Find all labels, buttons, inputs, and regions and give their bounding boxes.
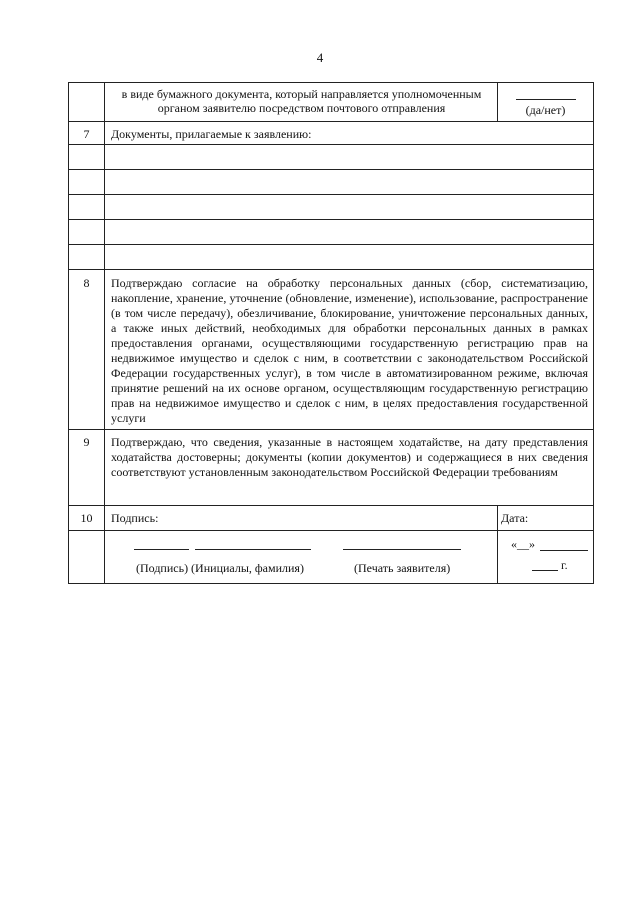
date-year-line[interactable] [532, 570, 558, 571]
date-area [498, 531, 594, 584]
signature-area [105, 531, 498, 584]
row-paper-delivery [69, 83, 594, 122]
row-10 [69, 506, 594, 531]
attached-document-field[interactable] [105, 195, 594, 220]
row-number-10: 10 [69, 506, 105, 531]
row-number-cell-empty [69, 531, 105, 584]
date-label: Дата: [498, 506, 594, 531]
row-number-cell-empty [69, 220, 105, 245]
attached-document-row [69, 170, 594, 195]
year-suffix: г. [561, 558, 568, 572]
row-number-cell-empty [69, 245, 105, 270]
date-month-line[interactable] [540, 550, 588, 551]
signature-caption: (Подпись) (Инициалы, фамилия) [136, 561, 304, 575]
paper-delivery-text-cell [105, 83, 498, 122]
answer-hint: (да/нет) [525, 103, 566, 117]
signature-line[interactable] [134, 549, 189, 550]
personal-data-consent-text: Подтверждаю согласие на обработку персональных данных (сбор, систематизацию, накопление, хранение, уточнение (обновление, изменение), использование, распространение (в том числе передачу), обезличивание, блокирование, уничтожение персональных данных, а также иных действий, необходимых для обработки персональных данных в рамках предоставления органами, осуществляющими государственную регистрацию прав на недвижимое имущество и сделок с ним, в соответствии с законодательством Российской Федерации государственных услуг), в том числе в автоматизированном режиме, включая принятие решений на их основе органом, осуществляющим государственную регистрацию прав на недвижимое имущество и сделок с ним, в целях предоставления государственной услуги [105, 270, 594, 430]
page-number: 4 [316, 50, 324, 65]
row-number-cell-empty [69, 83, 105, 122]
paper-delivery-text-line1: в виде бумажного документа, который направляется уполномоченным [121, 87, 482, 101]
answer-blank-line [498, 87, 593, 103]
paper-delivery-answer-cell[interactable] [498, 83, 594, 122]
row-8 [69, 270, 594, 430]
paper-delivery-text-line2: органом заявителю посредством почтового отправления [157, 101, 446, 115]
initials-surname-line[interactable] [195, 549, 311, 550]
row-9 [69, 430, 594, 506]
signature-label: Подпись: [105, 506, 498, 531]
row-10-signature-area [69, 531, 594, 584]
attached-documents-label: Документы, прилагаемые к заявлению: [105, 122, 594, 145]
attached-document-row [69, 220, 594, 245]
row-number-7: 7 [69, 122, 105, 145]
row-number-8: 8 [69, 270, 105, 430]
attached-document-field[interactable] [105, 245, 594, 270]
row-number-cell-empty [69, 170, 105, 195]
row-number-cell-empty [69, 195, 105, 220]
attached-document-row [69, 195, 594, 220]
attached-document-row [69, 145, 594, 170]
attached-document-field[interactable] [105, 220, 594, 245]
attached-document-row [69, 245, 594, 270]
attached-document-field[interactable] [105, 170, 594, 195]
row-number-9: 9 [69, 430, 105, 506]
seal-line[interactable] [343, 549, 461, 550]
date-day-quotes: «__» [511, 537, 535, 551]
application-form-table [68, 82, 594, 584]
attached-document-field[interactable] [105, 145, 594, 170]
row-number-cell-empty [69, 145, 105, 170]
seal-caption: (Печать заявителя) [354, 561, 451, 575]
information-accuracy-text: Подтверждаю, что сведения, указанные в настоящем ходатайстве, на дату представления ходатайства достоверны; документы (копии документов) и содержащиеся в них сведения соответствуют установленным законодательством Российской Федерации требованиям [105, 430, 594, 506]
row-7 [69, 122, 594, 145]
